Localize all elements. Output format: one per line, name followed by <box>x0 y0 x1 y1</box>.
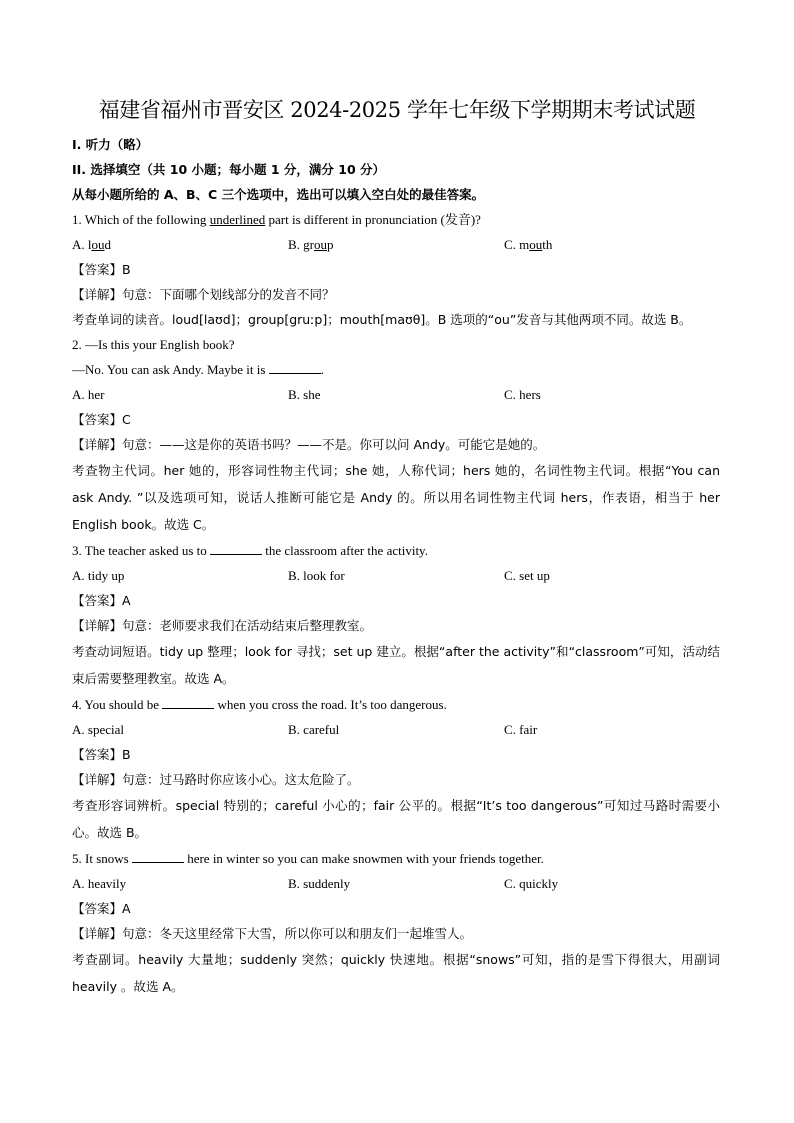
question-2-stem-line-2: —No. You can ask Andy. Maybe it is . <box>72 362 324 377</box>
question-5-answer: 【答案】A <box>72 901 131 916</box>
document-page <box>72 96 720 1000</box>
question-1-option-b: B. group <box>288 237 334 252</box>
answer-blank <box>162 696 214 709</box>
page-title: 福建省福州市晋安区 2024-2025 学年七年级下学期期末考试试题 <box>98 98 696 122</box>
question-2-options <box>72 382 720 407</box>
question-1-option-c: C. mouth <box>504 237 553 252</box>
question-3-options <box>72 563 720 588</box>
answer-blank <box>210 542 262 555</box>
question-5-option-c: C. quickly <box>504 876 559 891</box>
question-5-stem: 5. It snows here in winter so you can make snowmen with your friends together. <box>72 851 544 866</box>
question-2-answer: 【答案】C <box>72 412 131 427</box>
question-4-detail: 【详解】句意：过马路时你应该小心。这太危险了。 <box>72 772 360 787</box>
question-2-stem-line-1: 2. —Is this your English book? <box>72 337 235 352</box>
question-1-explanation: 考查单词的读音。loud[laʊd]；group[gruːp]；mouth[maʊθ]。B 选项的“ou”发音与其他两项不同。故选 B。 <box>72 312 692 327</box>
question-2-detail: 【详解】句意：——这是你的英语书吗？——不是。你可以问 Andy。可能它是她的。 <box>72 437 546 452</box>
question-4-option-c: C. fair <box>504 722 538 737</box>
section-choice-heading: II. 选择填空（共 10 小题；每小题 1 分，满分 10 分） <box>72 162 386 177</box>
question-2-option-c: C. hers <box>504 387 541 402</box>
question-3-option-c: C. set up <box>504 568 550 583</box>
question-4-stem: 4. You should be when you cross the road. It’s too dangerous. <box>72 697 447 712</box>
question-3-answer: 【答案】A <box>72 593 131 608</box>
question-1-options <box>72 232 720 257</box>
section-instruction: 从每小题所给的 A、B、C 三个选项中，选出可以填入空白处的最佳答案。 <box>72 187 485 202</box>
answer-blank <box>269 361 321 374</box>
question-5-option-b: B. suddenly <box>288 876 351 891</box>
question-2-explanation: 考查物主代词。her 她的，形容词性物主代词；she 她，人称代词；hers 她的，名词性物主代词。根据“You can ask Andy. ”以及选项可知，说话人推断可能它是 Andy 的。所以用名词性物主代词 hers，作表语，相当于 her English book。故选 C。 <box>72 463 720 532</box>
question-4-options <box>72 717 720 742</box>
question-1-detail: 【详解】句意：下面哪个划线部分的发音不同？ <box>72 287 335 302</box>
question-3-detail: 【详解】句意：老师要求我们在活动结束后整理教室。 <box>72 618 373 633</box>
question-3-stem: 3. The teacher asked us to the classroom after the activity. <box>72 543 428 558</box>
question-5-option-a: A. heavily <box>72 876 127 891</box>
question-5-detail: 【详解】句意：冬天这里经常下大雪，所以你可以和朋友们一起堆雪人。 <box>72 926 473 941</box>
question-4-option-a: A. special <box>72 722 124 737</box>
answer-blank <box>132 850 184 863</box>
question-1-stem: 1. Which of the following underlined part is different in pronunciation (发音)? <box>72 212 481 227</box>
question-4-explanation: 考查形容词辨析。special 特别的；careful 小心的；fair 公平的。根据“It’s too dangerous”可知过马路时需要小心。故选 B。 <box>72 798 720 840</box>
question-2-option-b: B. she <box>288 387 321 402</box>
question-4-answer: 【答案】B <box>72 747 131 762</box>
question-1-option-a: A. loud <box>72 237 111 252</box>
question-3-option-b: B. look for <box>288 568 345 583</box>
question-3-option-a: A. tidy up <box>72 568 125 583</box>
question-1-answer: 【答案】B <box>72 262 131 277</box>
question-3-explanation: 考查动词短语。tidy up 整理；look for 寻找；set up 建立。根据“after the activity”和“classroom”可知，活动结束后需要整理教室。故选 A。 <box>72 644 720 686</box>
question-5-explanation: 考查副词。heavily 大量地；suddenly 突然；quickly 快速地。根据“snows”可知，指的是雪下得很大，用副词 heavily 。故选 A。 <box>72 952 720 994</box>
question-4-option-b: B. careful <box>288 722 340 737</box>
question-5-options <box>72 871 720 896</box>
section-listening-heading: I. 听力（略） <box>72 137 149 152</box>
question-2-option-a: A. her <box>72 387 105 402</box>
